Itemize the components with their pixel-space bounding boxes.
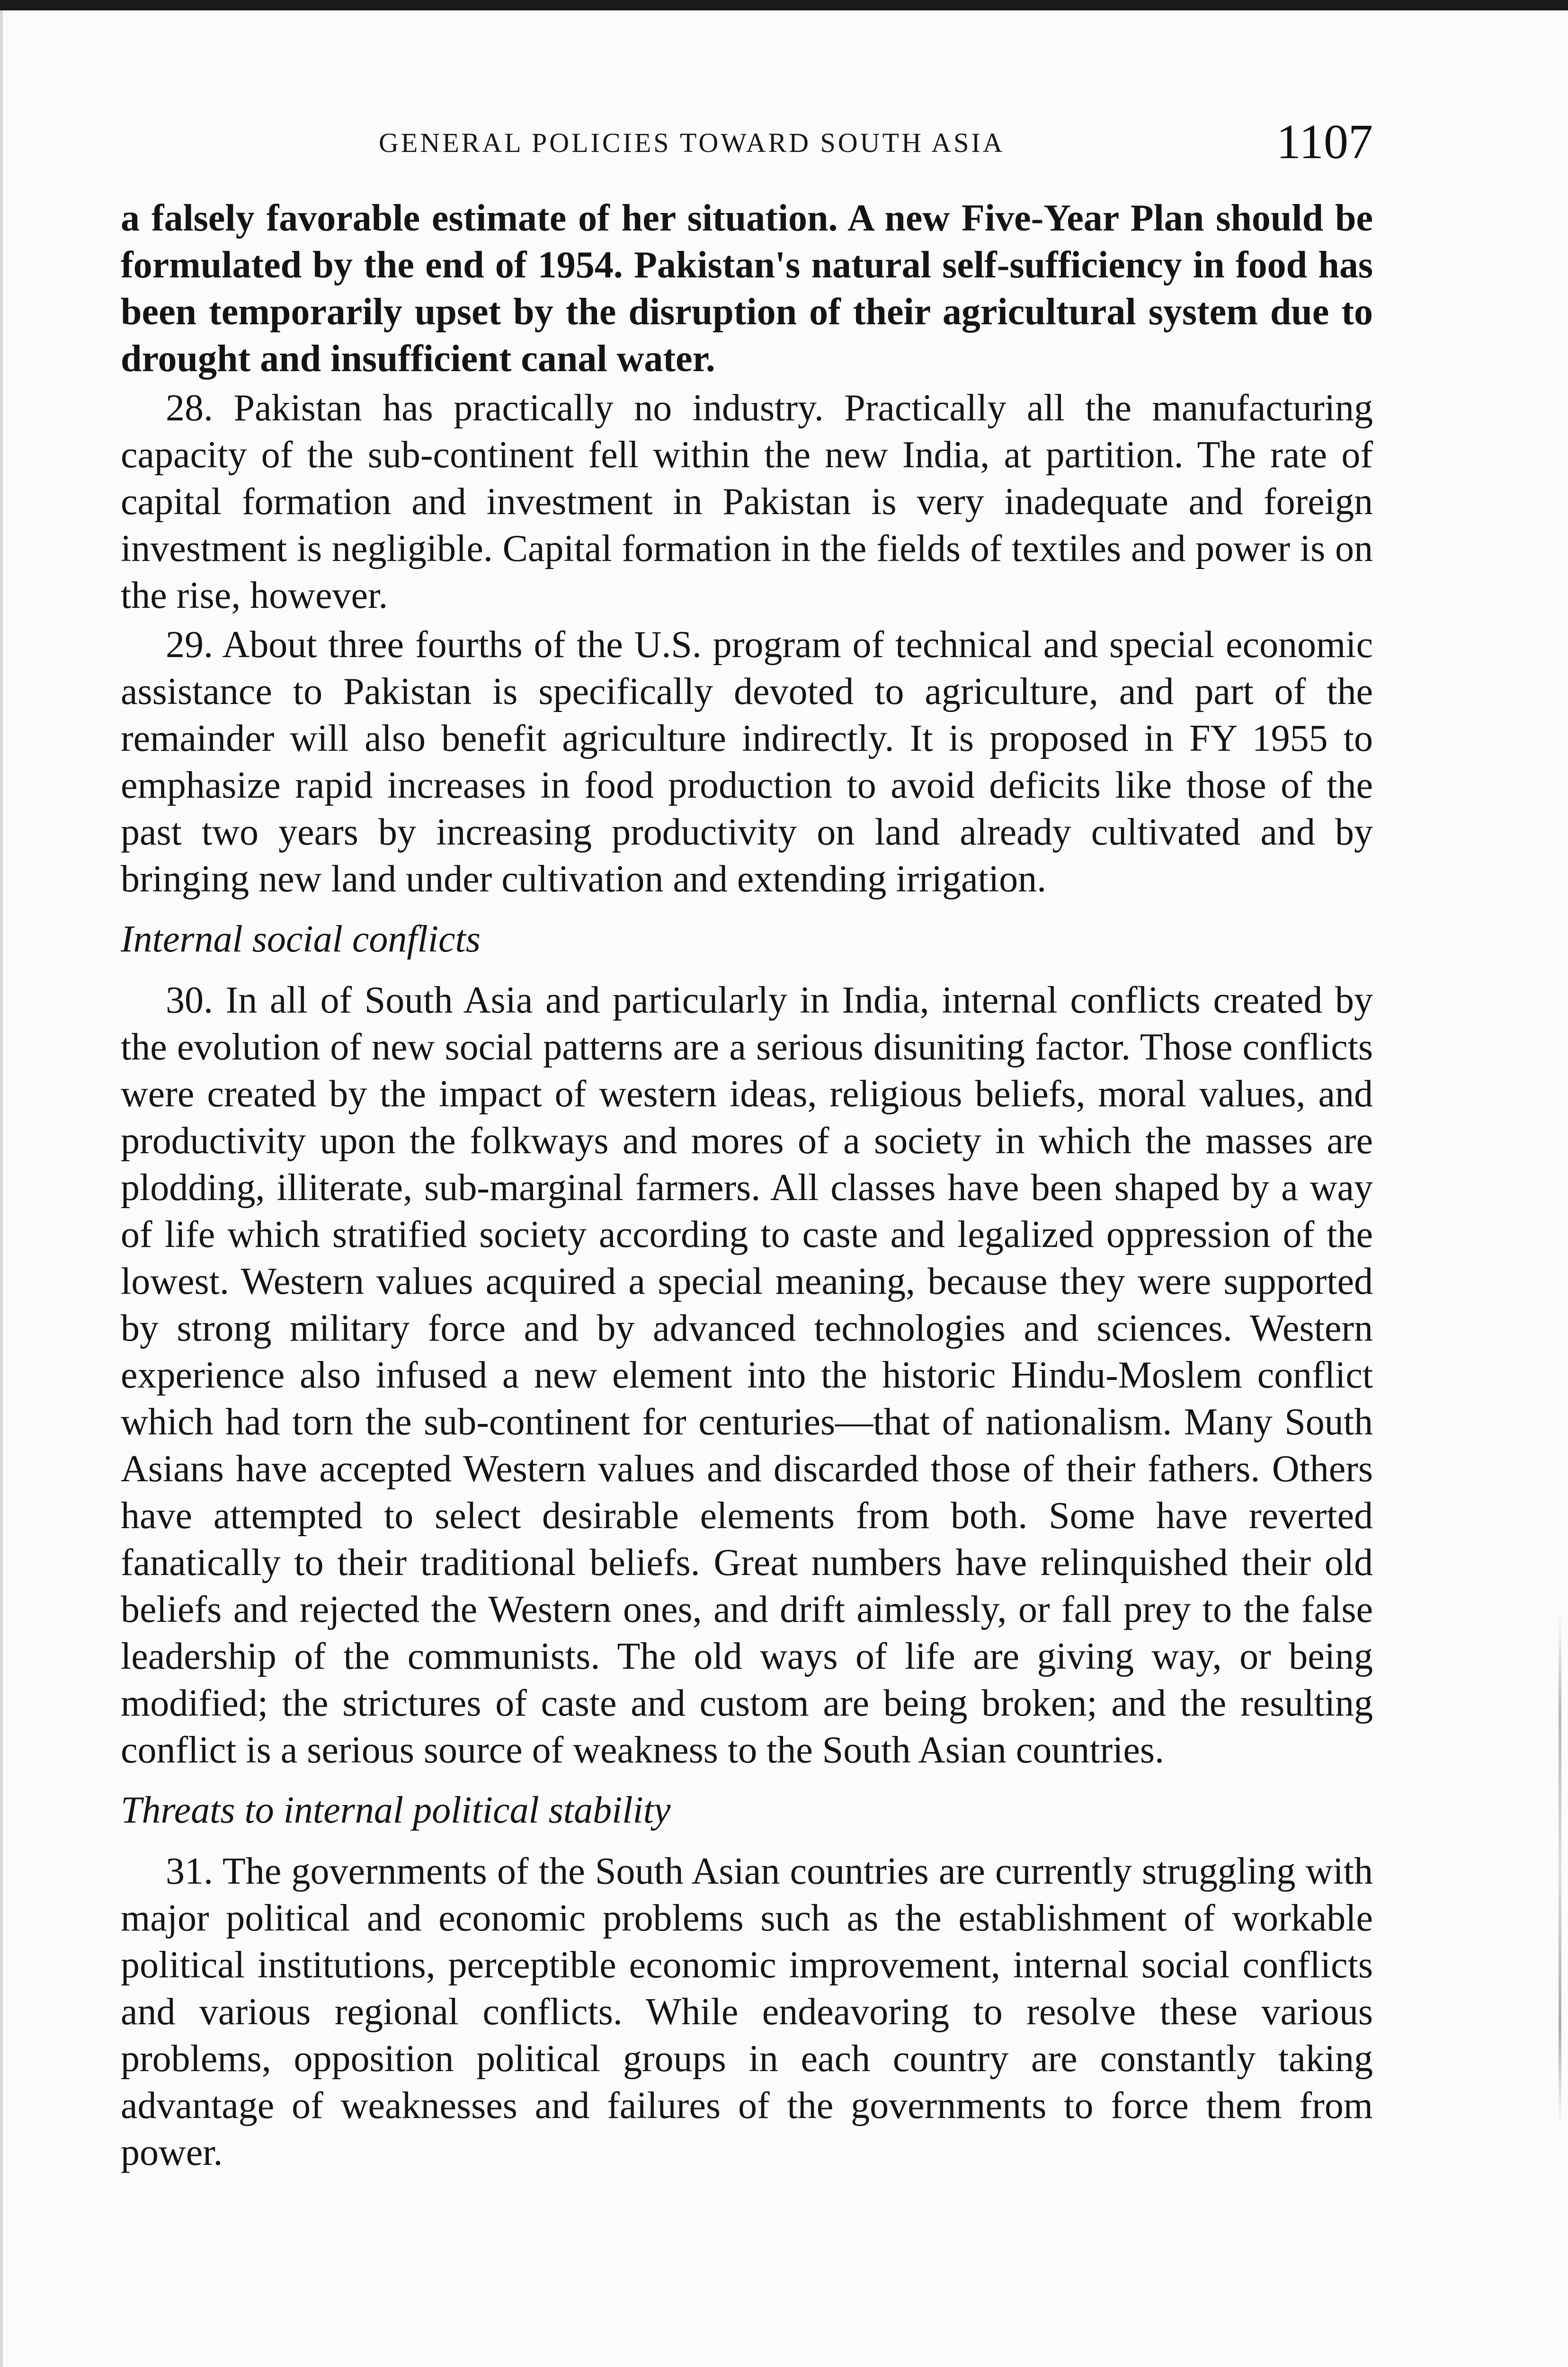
scan-top-border bbox=[0, 0, 1568, 10]
page-number: 1107 bbox=[1276, 115, 1373, 169]
paragraph-31: 31. The governments of the South Asian countries are currently struggling with major political and economic problems such as the establishment of workable political institutions, perceptible economic improvement, internal social conflicts and various regional conflicts. While endeavoring to resolve these various problems, opposition political groups in each country are constantly taking advantage of weaknesses and failures of the governments to force them from power. bbox=[121, 1851, 1373, 2173]
paragraph-continued: a falsely favorable estimate of her situation. A new Five-Year Plan should be formulated by the end of 1954. Pakistan's natural self-sufficiency in food has been temporarily upset by the disruption of their agricultural system due to drought and insufficient canal water. bbox=[121, 197, 1373, 380]
paragraph-29: 29. About three fourths of the U.S. program of technical and special economic assistance to Pakistan is specifically devoted to agriculture, and part of the remainder will also benefit agriculture indirectly. It is proposed in FY 1955 to emphasize rapid increases in food production to avoid deficits like those of the past two years by increasing productivity on land already cultivated and by bringing new land under cultivation and extending irrigation. bbox=[121, 624, 1373, 900]
page-header bbox=[379, 114, 1373, 175]
section-heading-internal-social-conflicts: Internal social conflicts bbox=[121, 918, 481, 960]
paragraph-28: 28. Pakistan has practically no industry. Practically all the manufacturing capacity of the sub-continent fell within the new India, at partition. The rate of capital formation and investment in Pakistan is very inadequate and foreign investment is negligible. Capital formation in the fields of textiles and power is on the rise, however. bbox=[121, 387, 1373, 616]
section-heading-threats-political-stability: Threats to internal political stability bbox=[121, 1789, 671, 1831]
paragraph-30: 30. In all of South Asia and particularly in India, internal conflicts created by the evolution of new social patterns are a serious disuniting factor. Those conflicts were created by the impact of western ideas, religious beliefs, moral values, and productivity upon the folkways and mores of a society in which the masses are plodding, illiterate, sub-marginal farmers. All classes have been shaped by a way of life which stratified society according to caste and legalized oppression of the lowest. Western values acquired a special meaning, because they were supported by strong military force and by advanced technologies and sciences. Western experience also infused a new element into the historic Hindu-Moslem conflict which had torn the sub-continent for centuries—that of nationalism. Many South Asians have accepted Western values and discarded those of their fathers. Others have attempted to select desirable elements from both. Some have reverted fanatically to their traditional beliefs. Great numbers have relinquished their old beliefs and rejected the Western ones, and drift aimlessly, or fall prey to the false leadership of the communists. The old ways of life are giving way, or being modified; the strictures of caste and custom are being broken; and the resulting conflict is a serious source of weakness to the South Asian countries. bbox=[121, 979, 1373, 1771]
scan-right-edge-shadow bbox=[1559, 1610, 1561, 2130]
page-body bbox=[121, 195, 1373, 2176]
running-title: GENERAL POLICIES TOWARD SOUTH ASIA bbox=[379, 127, 1005, 158]
scan-left-edge bbox=[0, 10, 3, 2367]
